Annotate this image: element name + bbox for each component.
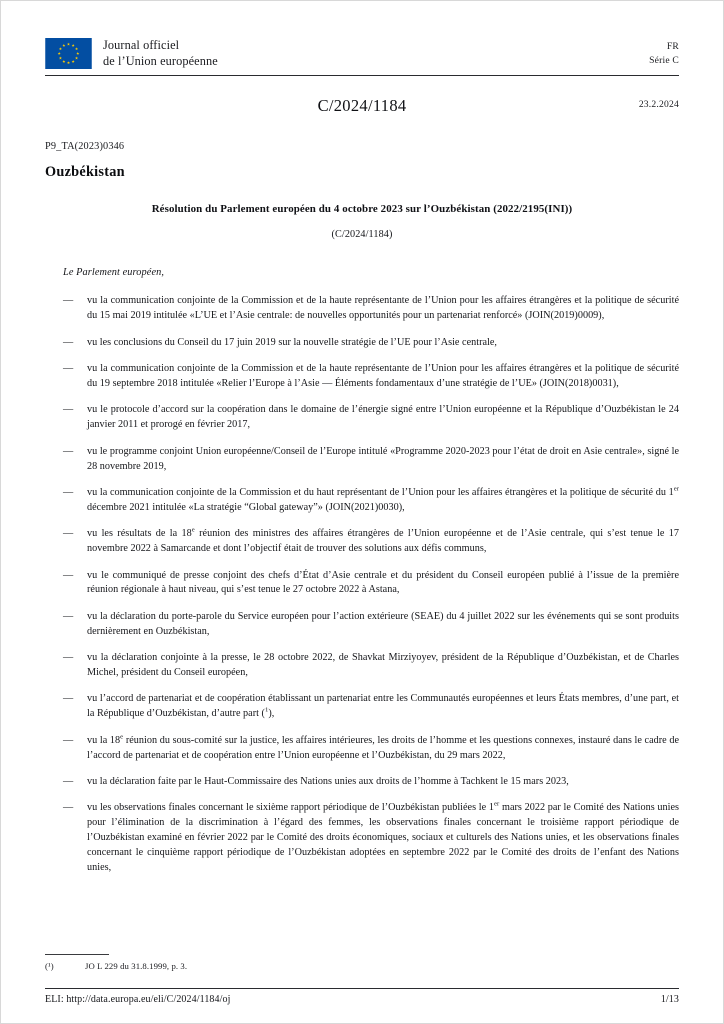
publication-date: 23.2.2024 <box>638 99 679 111</box>
document-code: C/2024/1184 <box>317 96 407 116</box>
recital-dash: — <box>63 693 74 705</box>
recital-text: vu la déclaration conjointe à la presse, le 28 octobre 2022, de Shavkat Mirziyoyev, président de la République d’Ouzbékistan, et de Charles Michel, président du Conseil européen, <box>87 652 679 678</box>
footnote-area <box>45 954 679 971</box>
recital-dash: — <box>63 652 74 664</box>
recital-declaration-mirziyoyev <box>45 651 679 681</box>
recital-dash: — <box>63 295 74 307</box>
recital-18e-sous-comite <box>45 734 679 764</box>
journal-brand <box>45 37 218 69</box>
resolution-title: Résolution du Parlement européen du 4 octobre 2023 sur l’Ouzbékistan (2022/2195(INI)) <box>151 203 573 216</box>
recital-dash: — <box>63 775 74 787</box>
footnote-marker: (¹) <box>45 961 54 971</box>
recital-text: vu la 18e réunion du sous-comité sur la justice, les affaires intérieures, les droits de l’homme et les questions connexes, instauré dans le cadre de l’accord de partenariat et de coopération entre l’Union européenne et l’Ouzbékistan, du 29 mars 2022, <box>87 733 679 761</box>
recital-conseil-17-juin-2019 <box>45 336 679 351</box>
recital-list <box>45 294 679 875</box>
masthead-meta <box>649 37 679 68</box>
recital-text: vu la communication conjointe de la Commission et de la haute représentante de l’Union pour les affaires étrangères et la politique de sécurité du 15 mai 2019 intitulée «L’UE et l’Asie centrale: de nouvelles opportunités pour un partenariat renforcé» (JOIN(2019)0009), <box>87 295 679 322</box>
page-content <box>45 1 679 1023</box>
ta-number: P9_TA(2023)0346 <box>45 141 125 153</box>
recital-dash: — <box>63 336 74 348</box>
eu-flag-icon <box>45 38 92 69</box>
recital-text: vu le programme conjoint Union européenne/Conseil de l’Europe intitulé «Programme 2020-2023 pour l’état de droit en Asie centrale», signé le 28 novembre 2019, <box>87 445 679 472</box>
recital-text: vu la déclaration faite par le Haut-Commissaire des Nations unies aux droits de l’homme à Tachkent le 15 mars 2023, <box>87 775 569 787</box>
series-label: Série C <box>649 54 679 66</box>
recital-communique-astana <box>45 569 679 599</box>
language-code: FR <box>666 41 679 52</box>
recital-dash: — <box>63 363 74 375</box>
recital-text: vu les résultats de la 18e réunion des ministres des affaires étrangères de l’Union européenne et de l’Asie centrale, qui s’est tenue le 17 novembre 2022 à Samarcande et dont l’objectif était de trouver des solutions aux défis communs, <box>87 526 680 555</box>
recital-dash: — <box>63 528 74 540</box>
footer-divider <box>45 988 679 989</box>
eli-link[interactable]: ELI: http://data.europa.eu/eli/C/2024/1184/oj <box>45 994 231 1005</box>
footnote-text: JO L 229 du 31.8.1999, p. 3. <box>85 961 188 971</box>
recital-text: vu la déclaration du porte-parole du Service européen pour l’action extérieure (SEAE) du 4 juillet 2022 sur les événements qui se sont produits dernièrement en Ouzbékistan, <box>87 610 679 637</box>
journal-title-line1: Journal officiel <box>103 38 180 52</box>
footnote-divider <box>45 954 109 955</box>
footer-row <box>45 994 679 1005</box>
recital-text: vu la communication conjointe de la Commission et du haut représentant de l’Union pour les affaires étrangères et la politique de sécurité du 1er décembre 2021 intitulée «La stratégie “Global gateway”» (JOIN(2021)0030), <box>87 485 679 513</box>
journal-title-line2: de l’Union européenne <box>103 54 218 69</box>
document-id-row <box>45 96 679 118</box>
recital-global-gateway <box>45 486 679 516</box>
resolution-reference: (C/2024/1184) <box>331 229 393 241</box>
recital-dash: — <box>63 569 74 581</box>
recital-text: vu le communiqué de presse conjoint des chefs d’État d’Asie centrale et du président du Conseil européen publié à l’issue de la première réunion régionale à haut niveau, qui s’est tenue le 27 octobre 2022 à Astana, <box>87 569 679 596</box>
recital-text: vu les observations finales concernant le sixième rapport périodique de l’Ouzbékistan publiées le 1er mars 2022 par le Comité des Nations unies pour l’élimination de la discrimination à l’égard des femmes, les observations finales concernant le troisième rapport périodique de l’Ouzbékistan examiné en février 2022 par le Comité des droits économiques, sociaux et culturels des Nations unies, et les observations finales concernant le cinquième rapport périodique de l’Ouzbékistan adoptées en septembre 2022 par le Comité des droits de l’enfant des Nations unies, <box>87 800 679 873</box>
page-footer <box>45 988 679 1005</box>
recital-accord-partenariat <box>45 692 679 722</box>
masthead <box>45 1 679 69</box>
recital-haut-commissaire-tachkent <box>45 775 679 790</box>
intro-line: Le Parlement européen, <box>63 267 165 279</box>
recital-dash: — <box>63 734 74 746</box>
recital-join-2019-0009 <box>45 294 679 324</box>
recital-join-2018-0031 <box>45 362 679 392</box>
recital-programme-etat-de-droit <box>45 445 679 475</box>
header-divider <box>45 75 679 76</box>
page-number: 1/13 <box>660 994 679 1005</box>
recital-dash: — <box>63 445 74 457</box>
recital-dash: — <box>63 404 74 416</box>
journal-title <box>103 37 218 69</box>
recital-text: vu la communication conjointe de la Commission et de la haute représentante de l’Union pour les affaires étrangères et la politique de sécurité du 19 septembre 2018 intitulée «Relier l’Europe à l’Asie — Éléments fondamentaux d’une stratégie de l’UE» (JOIN(2018)0031), <box>87 363 679 389</box>
recital-text: vu le protocole d’accord sur la coopération dans le domaine de l’énergie signé entre l’Union européenne et la République d’Ouzbékistan le 24 janvier 2011 et prorogé en février 2017, <box>87 404 679 431</box>
recital-observations-finales <box>45 801 679 875</box>
recital-dash: — <box>63 610 74 622</box>
recital-seae-4-juillet-2022 <box>45 610 679 640</box>
page-title: Ouzbékistan <box>45 164 125 181</box>
recital-text: vu les conclusions du Conseil du 17 juin 2019 sur la nouvelle stratégie de l’UE pour l’Asie centrale, <box>87 336 497 348</box>
recital-dash: — <box>63 486 74 498</box>
recital-18e-reunion-ministres <box>45 527 679 557</box>
recital-protocole-energie <box>45 403 679 433</box>
recital-text: vu l’accord de partenariat et de coopération établissant un partenariat entre les Communautés européennes et leurs États membres, d’une part, et la République d’Ouzbékistan, d’autre part ($^1$), <box>87 693 679 720</box>
footnote <box>45 961 679 971</box>
recital-dash: — <box>63 802 74 814</box>
